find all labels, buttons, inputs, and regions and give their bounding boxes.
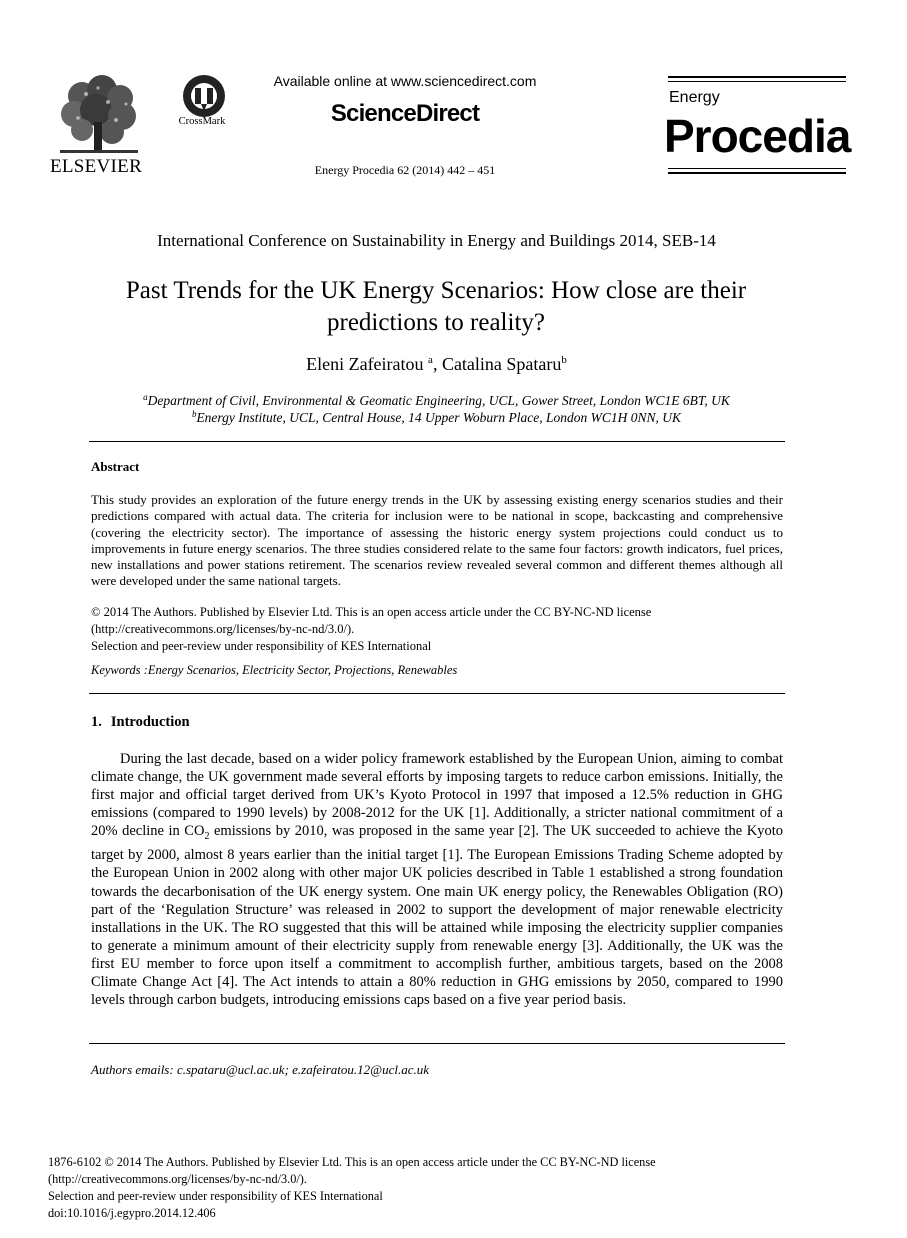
author-separator: , — [432, 354, 442, 374]
license-statement: © 2014 The Authors. Published by Elsevier Ltd. This is an open access article under the CC BY-NC-ND license — [91, 605, 652, 619]
section-title: Introduction — [110, 714, 190, 730]
author-name: Catalina Spataru — [441, 354, 562, 374]
section-number: 1. — [91, 714, 102, 730]
affiliation-text: Energy Institute, UCL, Central House, 14 Upper Woburn Place, London WC1H 0NN, UK — [196, 410, 682, 425]
author-list — [0, 354, 873, 375]
paper-title-line-2: predictions to reality? — [327, 309, 545, 336]
affiliation-marker: a — [143, 392, 148, 402]
journal-logo-main: Procedia — [664, 110, 851, 162]
journal-logo-rule-bottom-thin — [668, 168, 846, 169]
keywords: Keywords :Energy Scenarios, Electricity Sector, Projections, Renewables — [91, 663, 458, 677]
journal-reference: Energy Procedia 62 (2014) 442 – 451 — [314, 163, 496, 177]
intro-text-part: During the last decade, based on a wider policy framework established by the European Union, aiming to combat climate change, the UK government made several efforts by imposing targets to reduce carbon emissions. Initially, the first major and official target derived from UK’s Kyoto Protocol in 1997 that imposed a 12.5% reduction in GHG emissions (compared to 1990 levels) by 2008-2012 for the UK [1]. Additionally, a stricter national commitment of a 20% decline in CO — [91, 751, 783, 840]
footer-license-link[interactable]: (http://creativecommons.org/licenses/by-nc-nd/3.0/). — [48, 1172, 307, 1186]
journal-logo-rule-top — [668, 76, 846, 78]
available-online-text: Available online at www.sciencedirect.com — [273, 73, 537, 89]
abstract-body: This study provides an exploration of the future energy trends in the UK by assessing existing energy scenarios studies and their predictions compared with actual data. The criteria for inclusion were to be national in scope, backcasting and comprehensive (covering the electricity sector). The importance of assessing the historic energy system projections could conduct us to improvements in future energy scenarios. The three studies considered relate to the same four factors: growth indicators, fuel prices, new installations and power stations retirement. The scenarios review revealed several common and different themes although all were developed under the same national targets. — [91, 492, 783, 589]
peer-review-statement: Selection and peer-review under responsibility of KES International — [91, 639, 432, 653]
crossmark-label[interactable]: CrossMark — [178, 116, 226, 127]
journal-logo-top: Energy — [669, 89, 720, 106]
footer-copyright: 1876-6102 © 2014 The Authors. Published by Elsevier Ltd. This is an open access article under the CC BY-NC-ND license — [48, 1155, 656, 1169]
divider — [89, 693, 785, 694]
affiliation-text: Department of Civil, Environmental & Geomatic Engineering, UCL, Gower Street, London WC1E 6BT, UK — [147, 393, 730, 408]
publisher-logo-text: ELSEVIER — [49, 156, 143, 177]
intro-text-part: emissions by 2010, was proposed in the same year [2]. The UK succeeded to achieve the Kyoto target by 2000, almost 8 years earlier than the initial target [1]. The European Emissions Trading Scheme adopted by the European Union in 2002 along with other major UK policies described in Table 1 established a strong foundation towards the decarbonisation of the UK energy system. One main UK energy policy, the Renewables Obligation (RO) part of the ‘Regulation Structure’ was released in 2002 to support the development of major renewable electricity installations in the UK. The RO suggested that this will be attained while imposing the electricity supplier companies to generate a minimum amount of their electricity supply from renewable energy [3]. Additionally, the UK was the first EU member to force upon itself a commitment to accomplish further, ambitious targets, based on the 2008 Climate Change Act [4]. The Act intends to attain a 80% reduction in GHG emissions by 2050, compared to 1990 levels through carbon budgets, introducing emissions caps based on a five year period basis. — [91, 823, 783, 1009]
subscript: 2 — [204, 831, 210, 843]
affiliation-b — [0, 409, 873, 426]
section-heading — [91, 714, 190, 731]
affiliation-marker: b — [561, 354, 567, 366]
author-emails: Authors emails: c.spataru@ucl.ac.uk; e.zafeiratou.12@ucl.ac.uk — [91, 1062, 430, 1077]
author-name: Eleni Zafeiratou — [306, 354, 424, 374]
paper-title — [60, 275, 812, 339]
conference-name: International Conference on Sustainability in Energy and Buildings 2014, SEB-14 — [157, 231, 716, 250]
footer-doi[interactable]: doi:10.1016/j.egypro.2014.12.406 — [48, 1206, 216, 1220]
divider — [89, 441, 785, 442]
affiliation-a — [0, 392, 873, 409]
sciencedirect-logo[interactable]: ScienceDirect — [330, 100, 480, 127]
affiliation-marker: a — [428, 354, 433, 366]
paper-title-line-1: Past Trends for the UK Energy Scenarios: How close are their — [125, 277, 747, 304]
introduction-body — [91, 750, 783, 1009]
journal-logo-rule-top-thin — [668, 81, 846, 82]
journal-logo-rule-bottom — [668, 172, 846, 174]
footnote-divider — [89, 1043, 785, 1044]
license-link[interactable]: (http://creativecommons.org/licenses/by-nc-nd/3.0/). — [91, 622, 355, 636]
affiliation-marker: b — [191, 409, 197, 419]
footer-peer-review: Selection and peer-review under responsibility of KES International — [48, 1189, 383, 1203]
abstract-heading: Abstract — [91, 459, 140, 474]
